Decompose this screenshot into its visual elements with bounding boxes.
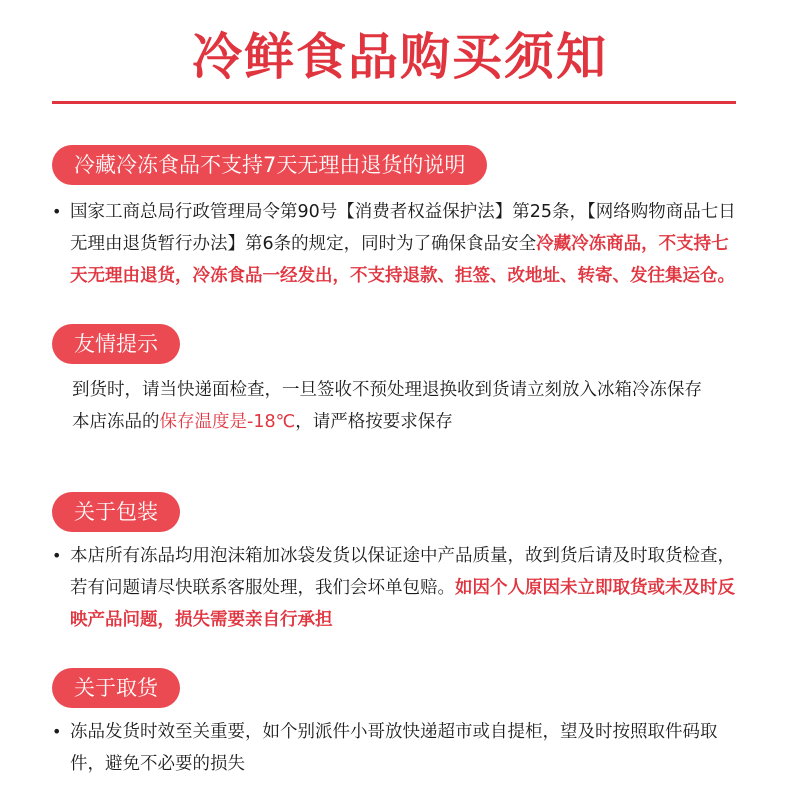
packaging-red-text: 如因个人原因未立即取货或未及时反映产品问题，损失需要亲自行承担	[70, 578, 735, 630]
no-return-red-text: 冷藏冷冻商品，不支持七天无理由退货，冷冻食品一经发出，不支持退款、拒签、改地址、转寄、发往集运仓。	[70, 234, 735, 286]
section-body-no-return	[52, 196, 746, 292]
page-title: 冷鲜食品购买须知	[192, 28, 608, 86]
title-divider	[52, 101, 736, 104]
tips-line-1: 到货时，请当快递面检查，一旦签收不预处理退换收到货请立刻放入冰箱冷冻保存	[72, 380, 702, 400]
pickup-text: 冻品发货时效至关重要，如个别派件小哥放快递超市或自提柜，望及时按照取件码取件，避免不必要的损失	[70, 722, 718, 774]
section-body-packaging	[52, 540, 746, 636]
no-return-text: 国家工商总局行政管理局令第90号【消费者权益保护法】第25条，【网络购物商品七日无理由退货暂行办法】第6条的规定，同时为了确保食品安全	[70, 202, 736, 254]
section-heading-no-return: 冷藏冷冻食品不支持7天无理由退货的说明	[52, 145, 487, 185]
tips-line-2-suffix: ，请严格按要求保存	[295, 412, 453, 432]
section-heading-packaging: 关于包装	[52, 492, 180, 532]
section-heading-tips: 友情提示	[52, 324, 180, 364]
section-body-tips	[72, 374, 746, 438]
bullet-icon: •	[52, 202, 62, 221]
bullet-icon: •	[52, 546, 62, 565]
bullet-icon: •	[52, 722, 62, 741]
storage-temperature: 保存温度是-18℃	[159, 412, 296, 432]
tips-line-2-prefix: 本店冻品的	[72, 412, 160, 432]
section-body-pickup	[52, 716, 746, 780]
packaging-text: 本店所有冻品均用泡沫箱加冰袋发货以保证途中产品质量，故到货后请及时取货检查，若有问题请尽快联系客服处理，我们会坏单包赔。	[70, 546, 735, 598]
section-heading-pickup: 关于取货	[52, 668, 180, 708]
tips-line-2	[72, 406, 746, 438]
